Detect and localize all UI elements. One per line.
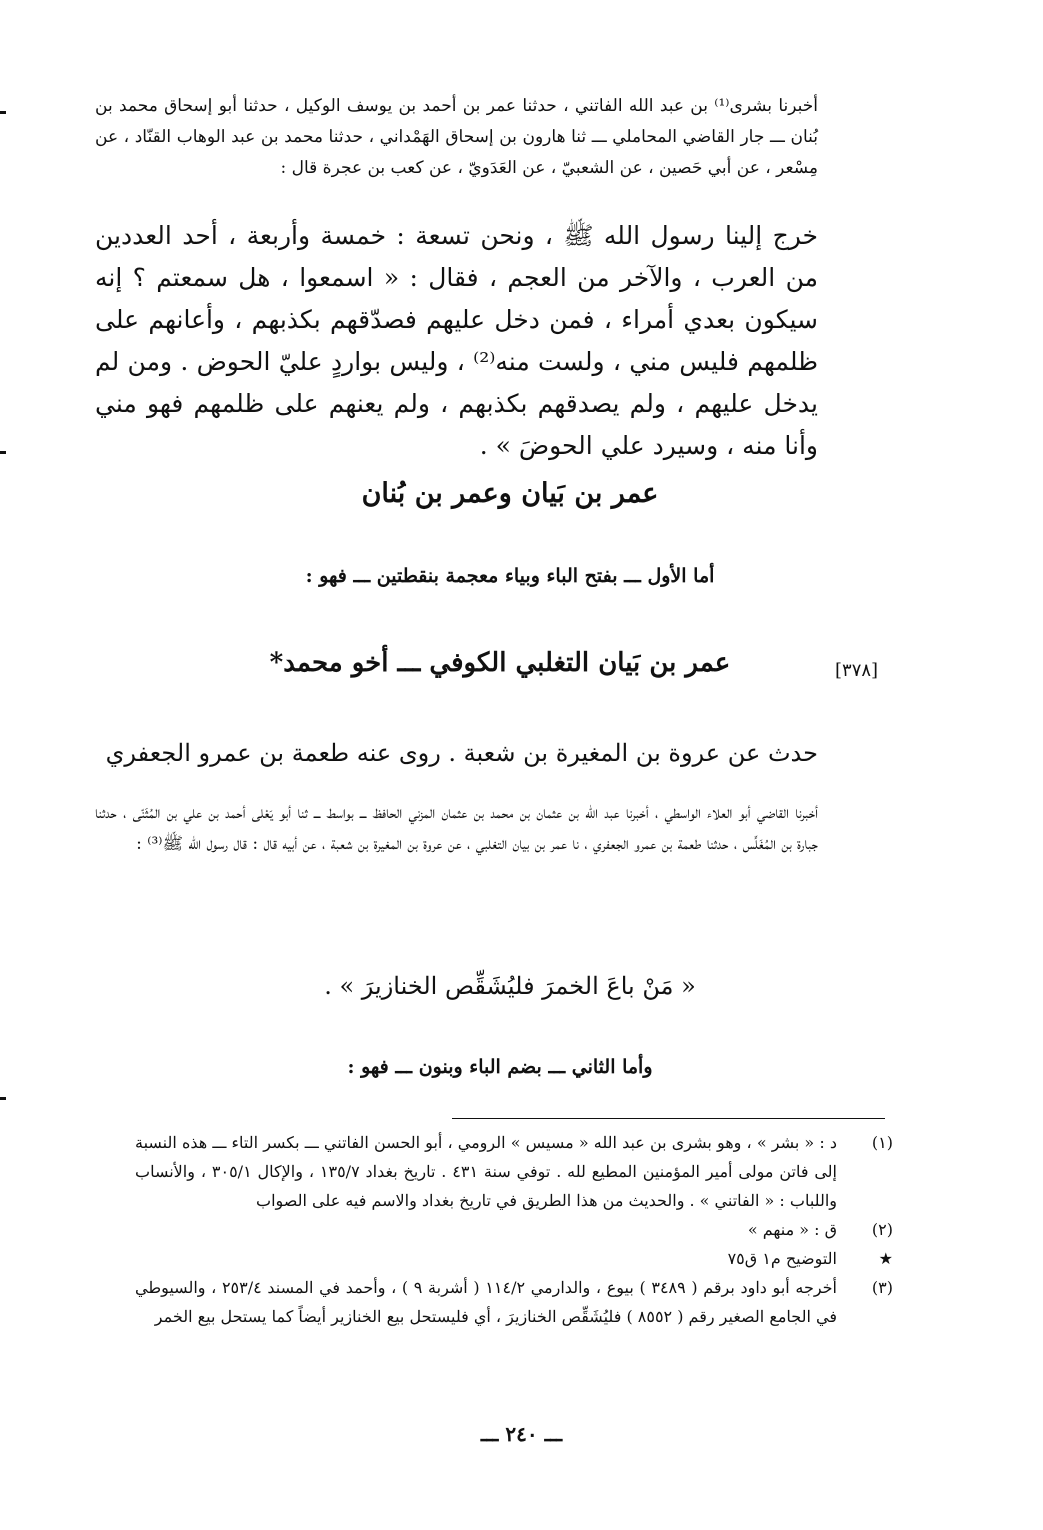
intro-hadith: خرج إلينا رسول الله ﷺ ، ونحن تسعة : خمسة وأربعة ، أحد العددين من العرب ، والآخر من العجم ، فقال : « اسمعوا ، هل سمعتم ؟ إنه سيكون بعدي أمراء ، فمن دخل عليهم فصدّقهم بكذبهم ، وأعانهم على ظلمهم فليس مني ، ولست منه⁽²⁾ ، وليس بواردٍ عليّ الحوض . ومن لم يدخل عليهم ، ولم يصدقهم بكذبهم ، ولم يعنهم على ظلمهم فهو مني وأنا منه ، وسيرد علي الحوضَ » .: [95, 221, 819, 460]
footnote-text: التوضيح م١ ق٧٥: [727, 1249, 837, 1268]
margin-mark: [0, 451, 6, 454]
footnote-label: (٢): [871, 1220, 893, 1239]
footnote-label: (١): [871, 1133, 893, 1152]
footnote-text: د : « بشر » ، وهو بشرى بن عبد الله « مسيس » الرومي ، أبو الحسن الفاتني ـــ بكسر التاء ـــ هذه النسبة إلى فاتن مولى أمير المؤمنين المطيع لله . توفي سنة ٤٣١ . تاريخ بغداد ١٣٥/٧ ، والإكال ٣٠٥/١ ، والأنساب واللباب : « الفاتني » . والحديث من هذا الطريق في تاريخ بغداد والاسم فيه على الصواب: [135, 1133, 838, 1210]
entry-title: عمر بن بَيان التغلبي الكوفي ـــ أخو محمد*: [269, 648, 731, 678]
footnote-text: أخرجه أبو داود برقم ( ٣٤٨٩ ) بيوع ، والدارمي ١١٤/٢ ( أشربة ٩ ) ، وأحمد في المسند ٢٥٣/٤ ، والسيوطي في الجامع الصغير رقم ( ٨٥٥٢ ) فليُشَقِّص الخنازيرَ ، أي فليستحل بيع الخنازير أيضاً كما يستحل بيع الخمر: [135, 1278, 838, 1326]
footnote-3: [135, 1273, 893, 1331]
first-subtitle: أما الأول ـــ بفتح الباء وبياء معجمة بنقطتين ـــ فهو :: [305, 565, 715, 587]
footnote-label: ★: [878, 1249, 893, 1268]
footnote-star: [135, 1244, 893, 1273]
entry-number: [٣٧٨]: [835, 660, 879, 681]
entry-hadith: « مَنْ باعَ الخمرَ فليُشَقِّص الخنازيرَ » .: [324, 972, 696, 1000]
footnote-2: [135, 1215, 893, 1244]
margin-mark: [0, 1097, 6, 1100]
footnotes: [135, 1128, 893, 1331]
second-subtitle: وأما الثاني ـــ بضم الباء وبنون ـــ فهو :: [347, 1056, 653, 1078]
margin-mark: [0, 111, 6, 114]
entry-isnad: أخبرنا القاضي أبو العلاء الواسطي ، أخبرنا عبد الله بن عثمان بن محمد بن عثمان المزني الحافظ ـــ بواسط ـــ ثنا أبو يَعْلى أحمد بن علي بن المُثَنّى ، حدثنا جبارة بن المُغَلِّس ، حدثنا طعمة بن عمرو الجعفري ، نا عمر بن بيان التغلبي ، عن عروة بن المغيرة بن شعبة ، عن أبيه قال : قال رسول الله ﷺ⁽³⁾ :: [95, 803, 818, 854]
intro-isnad: أخبرنا بشرى⁽¹⁾ بن عبد الله الفاتني ، حدثنا عمر بن أحمد بن يوسف الوكيل ، حدثنا أبو إسحاق محمد بن بُنان ـــ جار القاضي المحاملي ـــ ثنا هارون بن إسحاق الهَمْداني ، حدثنا محمد بن عبد الوهاب القنّاد ، عن مِسْعر ، عن أبي حَصين ، عن الشعبيّ ، عن العَدَويّ ، عن كعب بن عجرة قال :: [95, 96, 818, 178]
page-number: ـــ ٢٤٠ ـــ: [480, 1422, 563, 1446]
footnote-text: ق : « منهم »: [747, 1220, 837, 1239]
footnote-divider: [452, 1118, 885, 1119]
section-title: عمر بن بَيان وعمر بن بُنان: [361, 478, 659, 509]
entry-body: حدث عن عروة بن المغيرة بن شعبة . روى عنه طعمة بن عمرو الجعفري: [105, 739, 818, 767]
footnote-label: (٣): [871, 1278, 893, 1297]
footnote-1: [135, 1128, 893, 1215]
